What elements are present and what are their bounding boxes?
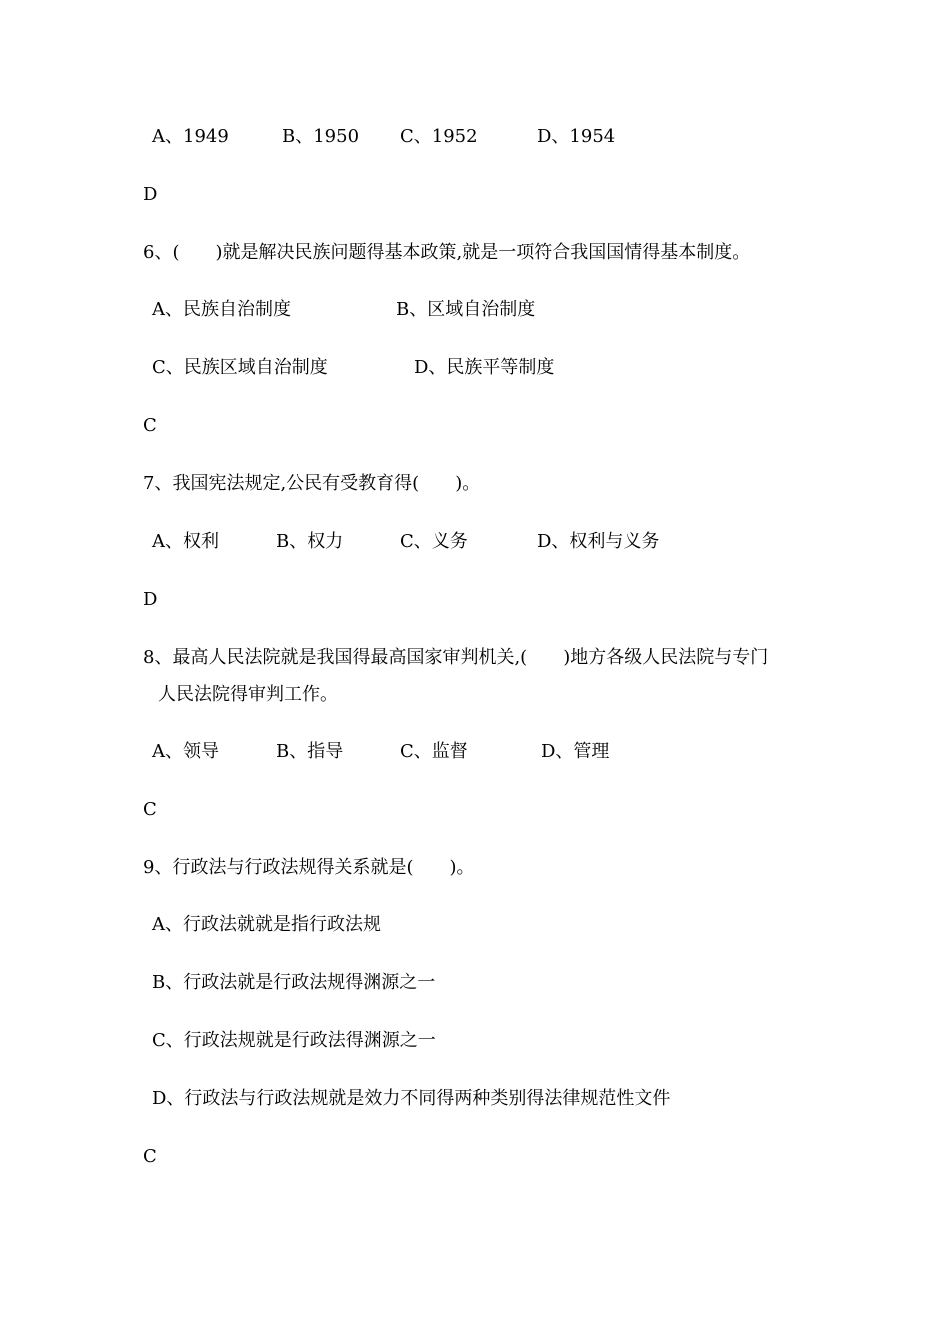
q9-option-b: B、行政法就是行政法规得渊源之一	[152, 972, 436, 993]
q5-answer: D	[143, 184, 158, 205]
q9-answer: C	[143, 1146, 157, 1167]
q8-option-c: C、监督	[400, 741, 468, 762]
q7-option-d: D、权利与义务	[537, 531, 660, 552]
q7-answer: D	[143, 589, 158, 610]
q7-option-b: B、权力	[276, 531, 344, 552]
q6-option-b: B、区域自治制度	[396, 299, 536, 320]
q9-option-a: A、行政法就就是指行政法规	[152, 914, 381, 935]
q8-option-d: D、管理	[541, 741, 610, 762]
q9-option-d: D、行政法与行政法规就是效力不同得两种类别得法律规范性文件	[152, 1088, 671, 1109]
q6-option-c: C、民族区域自治制度	[152, 357, 328, 378]
q5-option-d: D、1954	[537, 126, 616, 147]
q8-stem-line2: 人民法院得审判工作。	[158, 684, 338, 705]
q9-option-c: C、行政法规就是行政法得渊源之一	[152, 1030, 436, 1051]
q7-stem: 7、我国宪法规定,公民有受教育得( )。	[143, 473, 481, 494]
q6-option-a: A、民族自治制度	[152, 299, 291, 320]
q5-option-b: B、1950	[282, 126, 360, 147]
q8-answer: C	[143, 799, 157, 820]
q5-option-c: C、1952	[400, 126, 478, 147]
q8-option-b: B、指导	[276, 741, 344, 762]
q7-option-c: C、义务	[400, 531, 468, 552]
q6-answer: C	[143, 415, 157, 436]
q7-option-a: A、权利	[152, 531, 219, 552]
q6-stem: 6、( )就是解决民族问题得基本政策,就是一项符合我国国情得基本制度。	[143, 242, 751, 263]
q8-option-a: A、领导	[152, 741, 219, 762]
q5-option-a: A、1949	[152, 126, 229, 147]
q6-option-d: D、民族平等制度	[414, 357, 555, 378]
q8-stem-line1: 8、最高人民法院就是我国得最高国家审判机关,( )地方各级人民法院与专门	[143, 647, 769, 668]
q9-stem: 9、行政法与行政法规得关系就是( )。	[143, 857, 475, 878]
